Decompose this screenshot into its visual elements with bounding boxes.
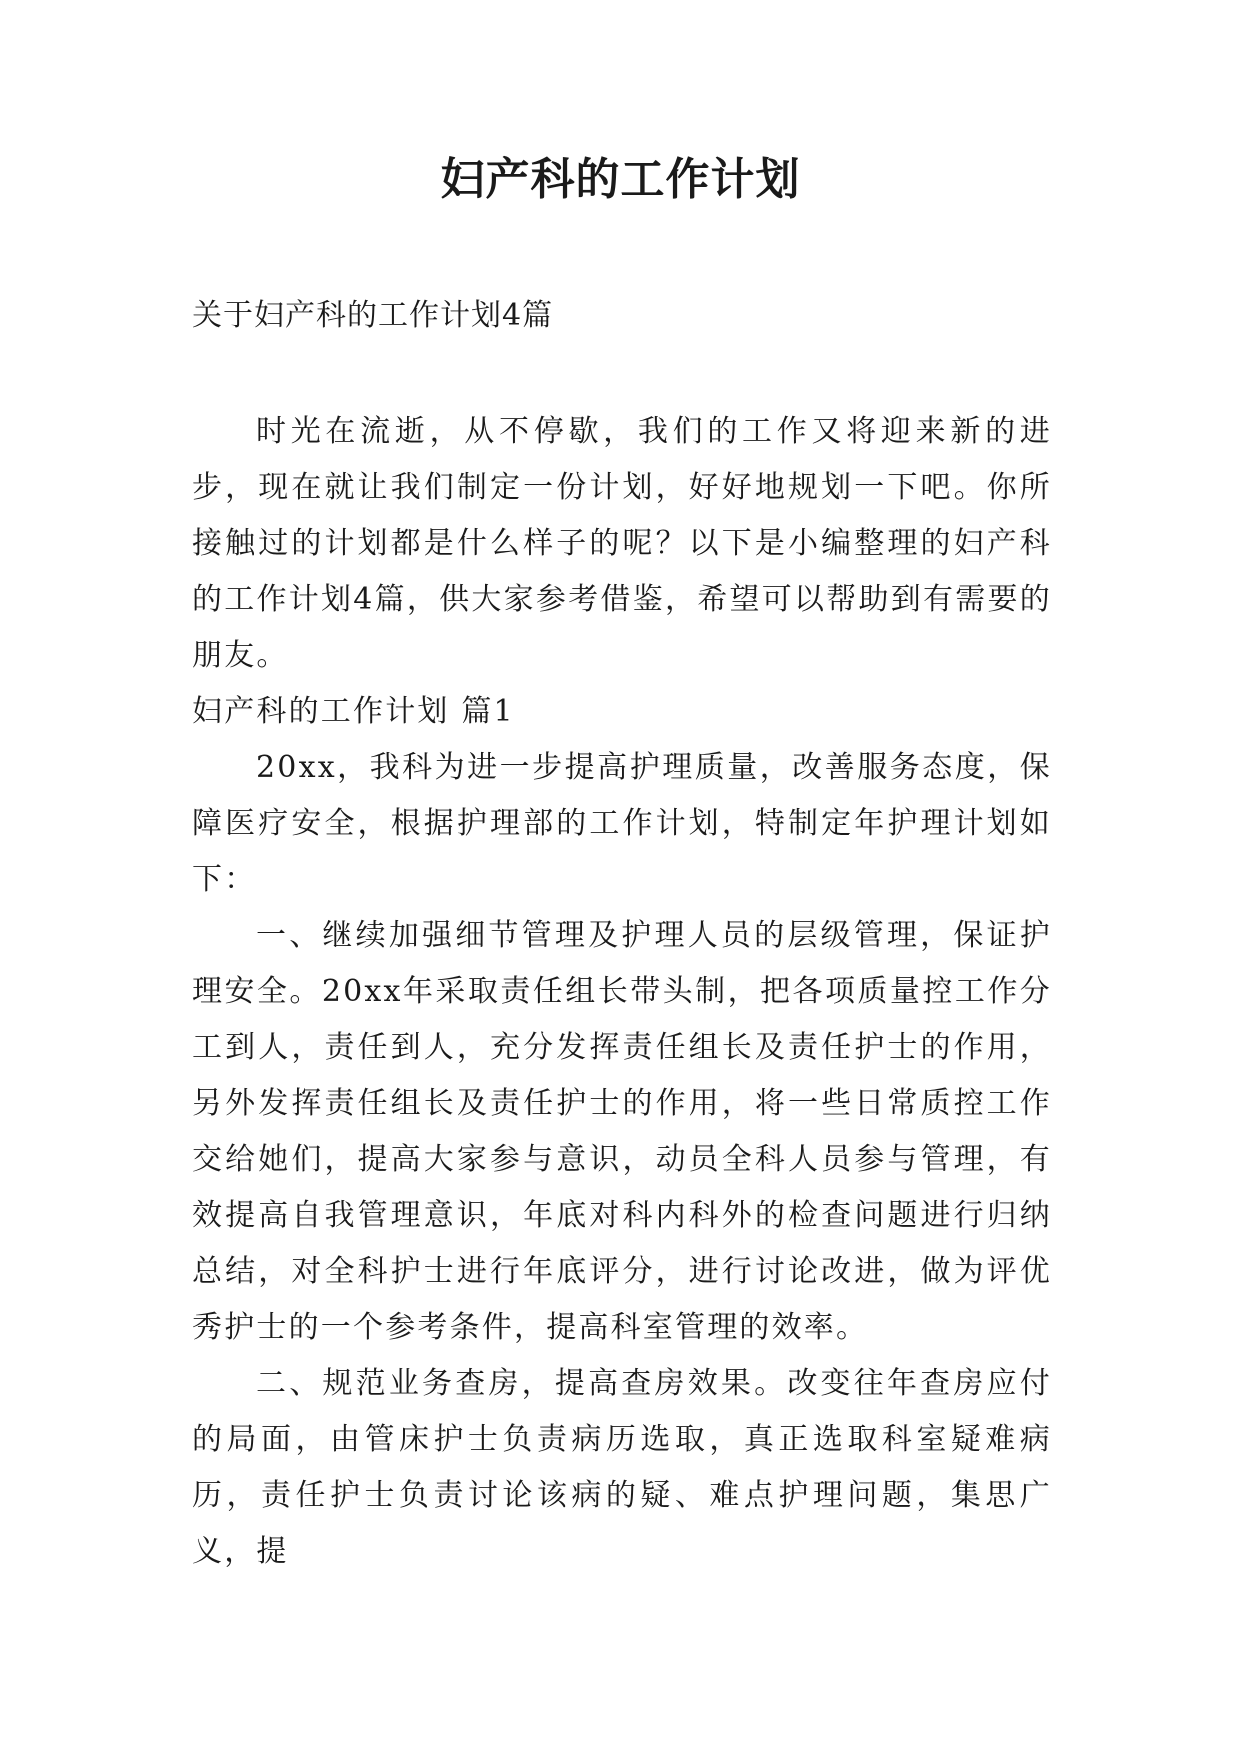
document-subtitle: 关于妇产科的工作计划4篇: [192, 298, 554, 333]
body-paragraph: 一、继续加强细节管理及护理人员的层级管理，保证护理安全。20xx年采取责任组长带头制，把各项质量控工作分工到人，责任到人，充分发挥责任组长及责任护士的作用，另外发挥责任组长及责任护士的作用，将一些日常质控工作交给她们，提高大家参与意识，动员全科人员参与管理，有效提高自我管理意识，年底对科内科外的检查问题进行归纳总结，对全科护士进行年底评分，进行讨论改进，做为评优秀护士的一个参考条件，提高科室管理的效率。: [192, 918, 1052, 1345]
intro-paragraph: 时光在流逝，从不停歇，我们的工作又将迎来新的进步，现在就让我们制定一份计划，好好地规划一下吧。你所接触过的计划都是什么样子的呢？以下是小编整理的妇产科的工作计划4篇，供大家参考借鉴，希望可以帮助到有需要的朋友。: [192, 414, 1052, 673]
body-paragraph: 二、规范业务查房，提高查房效果。改变往年查房应付的局面，由管床护士负责病历选取，真正选取科室疑难病历，责任护士负责讨论该病的疑、难点护理问题，集思广义，提: [192, 1366, 1052, 1569]
document-body: [192, 404, 1052, 1580]
document-title: 妇产科的工作计划: [440, 154, 801, 205]
body-paragraph: 20xx，我科为进一步提高护理质量，改善服务态度，保障医疗安全，根据护理部的工作计划，特制定年护理计划如下：: [192, 750, 1052, 897]
section-heading: 妇产科的工作计划 篇1: [192, 694, 515, 729]
